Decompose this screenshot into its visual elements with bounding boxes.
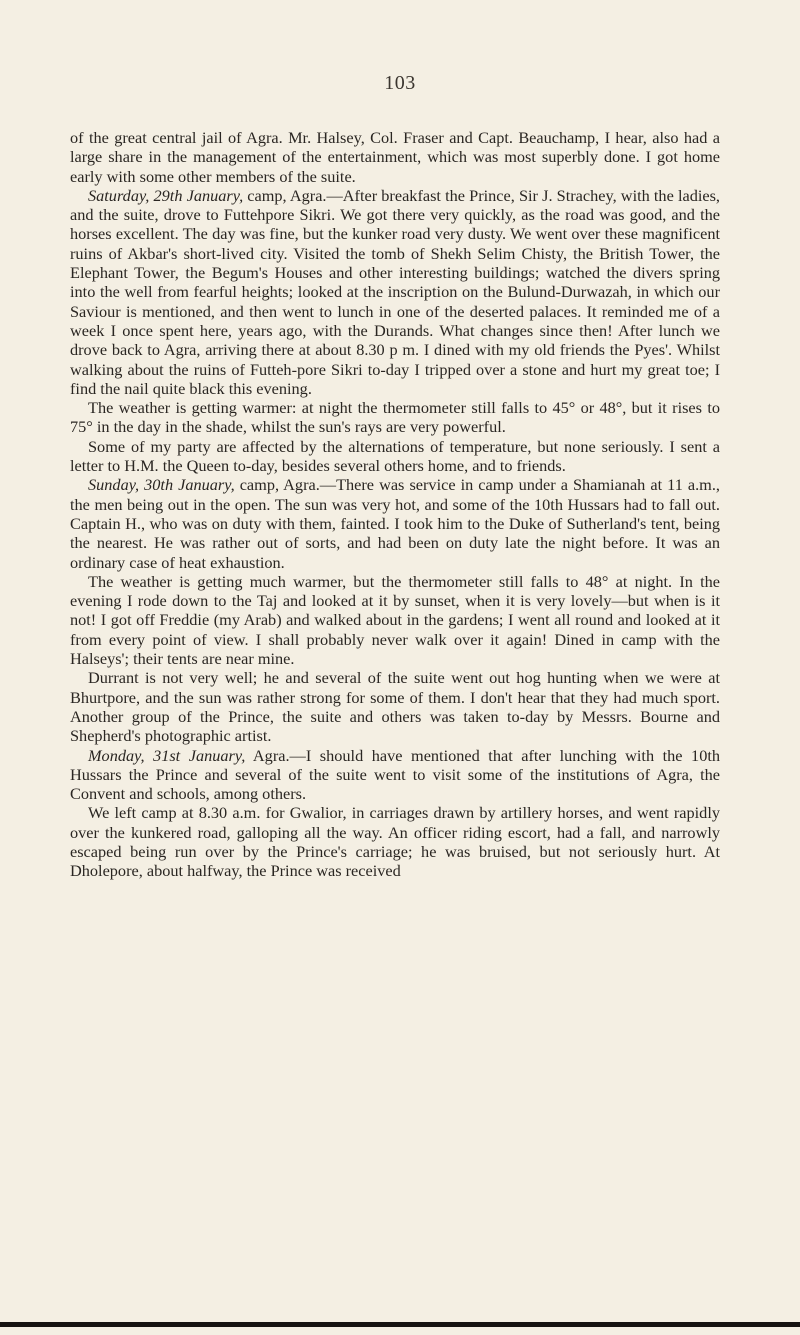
paragraph-text: of the great central jail of Agra. Mr. Halsey, Col. Fraser and Capt. Beauchamp, I hear, also had a large share in the management of the entertainment, which was most superbly done. I got home early with some other members of the suite. [70, 128, 720, 186]
paragraph [70, 803, 720, 880]
paragraph [70, 128, 720, 186]
paragraph [70, 746, 720, 804]
paragraph [70, 475, 720, 571]
paragraph [70, 668, 720, 745]
bottom-edge-rule [0, 1322, 800, 1327]
paragraph [70, 437, 720, 476]
paragraph-text: camp, Agra.—There was service in camp under a Shamianah at 11 a.m., the men being out in the open. The sun was very hot, and some of the 10th Hussars had to fall out. Captain H., who was on duty with them, fainted. I took him to the Duke of Sutherland's tent, being the nearest. He was rather out of sorts, and had been on duty late the night before. It was an ordinary case of heat exhaustion. [70, 475, 720, 572]
paragraph-text: Durrant is not very well; he and several of the suite went out hog hunting when we were at Bhurtpore, and the sun was rather strong for some of them. I don't hear that they had much sport. Another group of the Prince, the suite and others was taken to-day by Messrs. Bourne and Shepherd's photographic artist. [70, 668, 720, 746]
paragraph-text: The weather is getting warmer: at night the thermometer still falls to 45° or 48°, but it rises to 75° in the day in the shade, whilst the sun's rays are very powerful. [70, 398, 720, 437]
date-heading: Saturday, 29th January, [88, 185, 244, 205]
paragraph-text: Agra.—I should have mentioned that after lunching with the 10th Hussars the Prince and several of the suite went to visit some of the institutions of Agra, the Convent and schools, among others. [70, 745, 721, 804]
paragraph [70, 572, 720, 668]
paragraph-text: We left camp at 8.30 a.m. for Gwalior, in carriages drawn by artillery horses, and went rapidly over the kunkered road, galloping all the way. An officer riding escort, had a fall, and narrowly escaped being run over by the Prince's carriage; he was bruised, but not seriously hurt. At Dholepore, about halfway, the Prince was received [70, 803, 720, 881]
page-number: 103 [384, 72, 416, 94]
paragraph-text: camp, Agra.—After breakfast the Prince, Sir J. Strachey, with the ladies, and the suite, drove to Futtehpore Sikri. We got there very quickly, as the road was good, and the horses excellent. The day was fine, but the kunker road very dusty. We went over these magnificent ruins of Akbar's short-lived city. Visited the tomb of Shekh Selim Chisty, the British Tower, the Elephant Tower, the Begum's Houses and other interesting buildings; watched the divers spring into the well from fearful heights; looked at the inscription on the Bulund-Durwazah, in which our Saviour is mentioned, and then went to lunch in one of the deserted palaces. It reminded me of a week I once spent here, years ago, with the Durands. What changes since then! After lunch we drove back to Agra, arriving there at about 8.30 p m. I dined with my old friends the Pyes'. Whilst walking about the ruins of Futteh-pore Sikri to-day I tripped over a stone and hurt my great toe; I find the nail quite black this evening. [70, 185, 720, 398]
date-heading: Sunday, 30th January, [88, 475, 235, 495]
paragraph-text: Some of my party are affected by the alternations of temperature, but none seriously. I sent a letter to H.M. the Queen to-day, besides several others home, and to friends. [70, 436, 720, 476]
paragraph [70, 186, 720, 398]
paragraph-text: The weather is getting much warmer, but the thermometer still falls to 48° at night. In the evening I rode down to the Taj and looked at it by sunset, when it is very lovely—but when is it not! I got off Freddie (my Arab) and walked about in the gardens; I went all round and looked at it from every point of view. I shall probably never walk over it again! Dined in camp with the Halseys'; their tents are near mine. [70, 571, 720, 669]
paragraph [70, 398, 720, 437]
body-text [70, 128, 720, 881]
date-heading: Monday, 31st January, [88, 745, 246, 765]
